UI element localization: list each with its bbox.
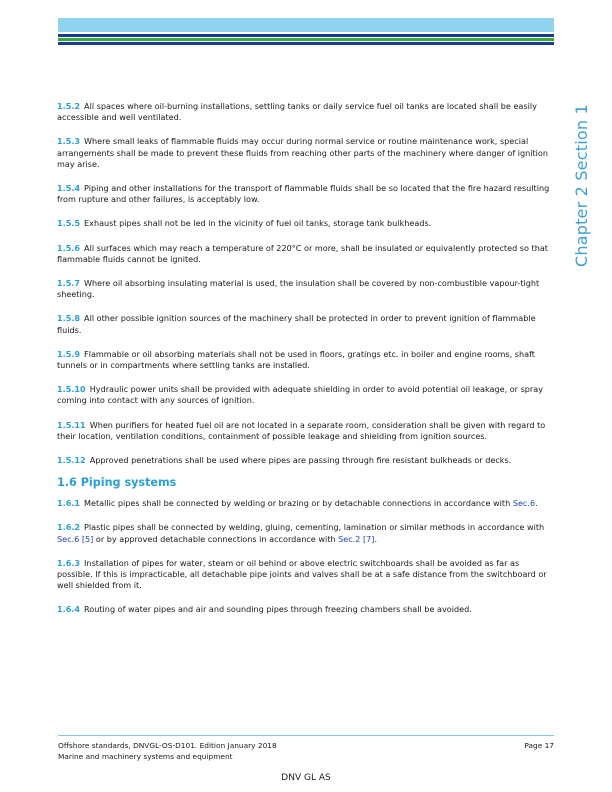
paragraph-text: Installation of pipes for water, steam or oil behind or above electric switchboards shall be avoided as far as possible. If this is impracticable, all detachable pipe joints and valves shall be at a safe distance from the switchboard or well shielded from it. [57,557,547,591]
paragraph-1-5-7 [57,278,555,300]
header-green-stripe [58,38,554,41]
paragraph-text-end: . [374,533,378,544]
paragraph-number: 1.5.10 [57,384,86,395]
paragraph-1-6-3 [57,558,555,592]
paragraph-text: Where small leaks of flammable fluids may occur during normal service or routine maintenance work, special arrangements shall be made to prevent these fluids from reaching other parts of the machinery where danger of ignition may arise. [57,136,549,169]
paragraph-text-end: . [535,498,538,509]
paragraph-number: 1.5.11 [57,419,86,430]
paragraph-1-5-9 [57,349,555,371]
paragraph-number: 1.6.3 [57,557,81,568]
paragraph-number: 1.5.12 [57,455,86,466]
paragraph-1-5-2 [57,101,555,123]
paragraph-1-5-11 [57,420,555,442]
paragraph-number: 1.5.4 [57,183,81,194]
paragraph-1-5-10 [57,384,555,406]
paragraph-text: Approved penetrations shall be used where pipes are passing through fire resistant bulkheads or decks. [89,455,512,466]
paragraph-number: 1.5.6 [57,242,81,253]
paragraph-1-6-2 [57,522,555,544]
sec-6-5-link[interactable]: Sec.6 [5] [57,533,94,544]
paragraph-text: Exhaust pipes shall not be led in the vicinity of fuel oil tanks, storage tank bulkheads. [84,218,432,229]
paragraph-1-5-3 [57,136,555,170]
paragraph-text: Plastic pipes shall be connected by welding, gluing, cementing, lamination or similar methods in accordance with [84,522,545,533]
page-number: Page 17 [524,741,554,750]
paragraph-text: When purifiers for heated fuel oil are not located in a separate room, consideration shall be given with regard to their location, ventilation conditions, containment of possible leakage and shielding from ignition sources. [57,419,546,441]
page-content [57,101,555,616]
footer-subtitle: Marine and machinery systems and equipment [58,752,233,761]
sec-2-7-link[interactable]: Sec.2 [7] [338,533,375,544]
paragraph-number: 1.5.2 [57,101,81,111]
paragraph-1-5-5 [57,218,555,229]
paragraph-text: All surfaces which may reach a temperature of 220°C or more, shall be insulated or equivalently protected so that flammable fluids cannot be ignited. [57,242,548,264]
paragraph-text: Hydraulic power units shall be provided with adequate shielding in order to avoid potential oil leakage, or spray coming into contact with any sources of ignition. [57,384,543,406]
paragraph-number: 1.6.2 [57,522,81,533]
paragraph-text: Flammable or oil absorbing materials shall not be used in floors, gratings etc. in boiler and engine rooms, shaft tunnels or in compartments where settling tanks are installed. [57,348,535,371]
paragraph-1-6-1 [57,498,555,509]
paragraph-1-5-6 [57,243,555,265]
paragraph-text: Where oil absorbing insulating material is used, the insulation shall be covered by non-combustible vapour-tight sheeting. [57,278,540,300]
section-heading: 1.6 Piping systems [57,476,177,490]
footer-standard-title: Offshore standards, DNVGL-OS-D101. Edition January 2018 [58,741,277,750]
paragraph-number: 1.5.7 [57,278,81,289]
paragraph-text: All other possible ignition sources of the machinery shall be protected in order to prevent ignition of flammable fluids. [57,313,536,335]
sec-6-link[interactable]: Sec.6 [512,498,536,509]
paragraph-number: 1.5.5 [57,218,81,229]
paragraph-text: All spaces where oil-burning installations, settling tanks or daily service fuel oil tanks are located shall be easily accessible and well ventilated. [57,101,537,123]
paragraph-text: Piping and other installations for the transport of flammable fluids shall be so located that the fire hazard resulting from rupture and other failures, is acceptably low. [57,183,550,205]
paragraph-text: Metallic pipes shall be connected by welding or brazing or by detachable connections in accordance with [84,498,513,509]
chapter-section-tab: Chapter 2 Section 1 [572,104,591,267]
paragraph-1-5-8 [57,313,555,335]
paragraph-text: Routing of water pipes and air and sounding pipes through freezing chambers shall be avoided. [84,604,472,615]
footer-divider [58,735,554,736]
header-blue-stripe [58,34,554,37]
paragraph-number: 1.6.4 [57,604,81,615]
header-light-bar [58,18,554,32]
paragraph-number: 1.5.3 [57,136,81,147]
paragraph-text-mid: or by approved detachable connections in accordance with [93,533,339,544]
paragraph-number: 1.5.8 [57,313,81,324]
header-blue-stripe-lower [58,42,554,45]
paragraph-1-6-4 [57,604,555,615]
footer-document-info [58,740,277,762]
paragraph-number: 1.5.9 [57,348,81,359]
paragraph-number: 1.6.1 [57,498,81,509]
paragraph-1-5-4 [57,183,555,205]
company-name: DNV GL AS [281,773,331,783]
paragraph-1-5-12 [57,455,555,466]
